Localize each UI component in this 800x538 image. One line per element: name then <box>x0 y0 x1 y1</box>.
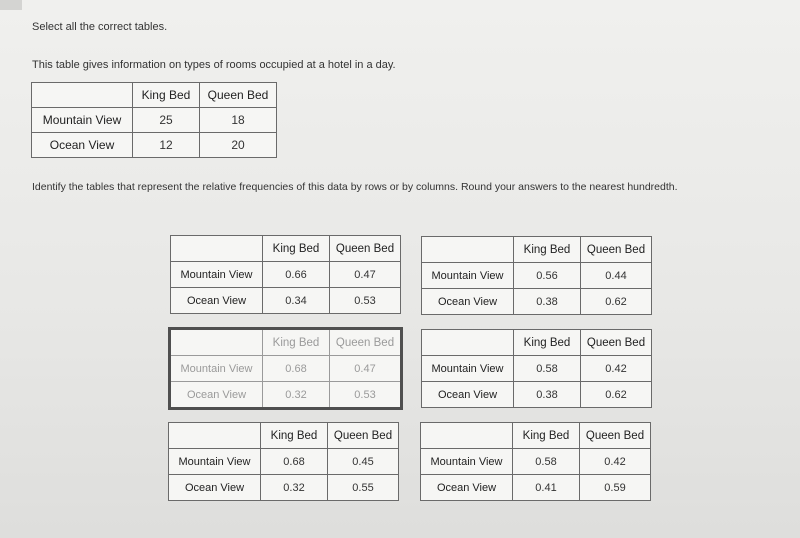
choice-cell: 0.62 <box>581 382 652 408</box>
answer-choice-table-3[interactable] <box>170 329 401 408</box>
choice-cell: 0.32 <box>261 475 328 501</box>
choice-row-label: Mountain View <box>422 263 514 289</box>
choice-cell: 0.55 <box>328 475 399 501</box>
choice-row <box>422 356 652 382</box>
choice-header-queen: Queen Bed <box>580 423 651 449</box>
choice-row <box>171 288 401 314</box>
choice-header-king: King Bed <box>263 236 330 262</box>
choice-cell: 0.32 <box>263 382 330 408</box>
data-table-row <box>32 108 277 133</box>
choice-row <box>422 289 652 315</box>
choice-corner-cell <box>421 423 513 449</box>
choice-cell: 0.42 <box>580 449 651 475</box>
choice-row <box>421 449 651 475</box>
choice-header-king: King Bed <box>261 423 328 449</box>
choice-row <box>421 475 651 501</box>
choice-row-label: Ocean View <box>421 475 513 501</box>
data-table-cell: 20 <box>200 133 277 158</box>
choice-cell: 0.53 <box>330 288 401 314</box>
choice-cell: 0.42 <box>581 356 652 382</box>
data-table-cell: 12 <box>133 133 200 158</box>
answer-choice-table-2[interactable] <box>421 236 652 315</box>
choice-header-queen: Queen Bed <box>328 423 399 449</box>
data-table-corner-cell <box>32 83 133 108</box>
choice-cell: 0.62 <box>581 289 652 315</box>
choice-corner-cell <box>169 423 261 449</box>
data-table-cell: 25 <box>133 108 200 133</box>
choice-row-label: Mountain View <box>171 262 263 288</box>
choice-cell: 0.38 <box>514 382 581 408</box>
choice-header-king: King Bed <box>514 330 581 356</box>
choice-cell: 0.66 <box>263 262 330 288</box>
choice-header-row <box>422 330 652 356</box>
choice-cell: 0.47 <box>330 262 401 288</box>
choice-row-label: Mountain View <box>421 449 513 475</box>
data-table-row-label: Mountain View <box>32 108 133 133</box>
choice-corner-cell <box>171 236 263 262</box>
choice-row <box>171 262 401 288</box>
data-table <box>31 82 277 158</box>
data-table-cell: 18 <box>200 108 277 133</box>
choice-header-row <box>421 423 651 449</box>
choice-cell: 0.53 <box>330 382 401 408</box>
answer-choice-table-6[interactable] <box>420 422 651 501</box>
choice-row-label: Ocean View <box>171 288 263 314</box>
choice-row <box>169 475 399 501</box>
instruction-text: Select all the correct tables. <box>32 21 168 33</box>
context-text: This table gives information on types of rooms occupied at a hotel in a day. <box>32 59 396 71</box>
choice-corner-cell <box>422 330 514 356</box>
choice-header-row <box>171 236 401 262</box>
choice-row <box>171 356 401 382</box>
choice-row <box>169 449 399 475</box>
choice-cell: 0.44 <box>581 263 652 289</box>
choice-header-king: King Bed <box>513 423 580 449</box>
choice-header-row <box>171 330 401 356</box>
choice-cell: 0.56 <box>514 263 581 289</box>
choice-cell: 0.68 <box>263 356 330 382</box>
choice-corner-cell <box>171 330 263 356</box>
choice-cell: 0.45 <box>328 449 399 475</box>
choice-cell: 0.41 <box>513 475 580 501</box>
choice-row-label: Ocean View <box>169 475 261 501</box>
choice-header-row <box>422 237 652 263</box>
choice-row <box>422 263 652 289</box>
choice-header-queen: Queen Bed <box>330 236 401 262</box>
choice-row <box>422 382 652 408</box>
choice-cell: 0.68 <box>261 449 328 475</box>
choice-cell: 0.38 <box>514 289 581 315</box>
choice-row-label: Ocean View <box>171 382 263 408</box>
choice-cell: 0.58 <box>514 356 581 382</box>
choice-cell: 0.59 <box>580 475 651 501</box>
choice-corner-cell <box>422 237 514 263</box>
choice-cell: 0.34 <box>263 288 330 314</box>
choice-header-king: King Bed <box>263 330 330 356</box>
data-table-header-queen: Queen Bed <box>200 83 277 108</box>
data-table-header-king: King Bed <box>133 83 200 108</box>
data-table-row <box>32 133 277 158</box>
choice-header-king: King Bed <box>514 237 581 263</box>
choice-cell: 0.47 <box>330 356 401 382</box>
choice-header-queen: Queen Bed <box>330 330 401 356</box>
choice-row-label: Ocean View <box>422 382 514 408</box>
answer-choice-table-4[interactable] <box>421 329 652 408</box>
choice-row-label: Mountain View <box>171 356 263 382</box>
prompt-text: Identify the tables that represent the relative frequencies of this data by rows or by columns. Round your answers to the nearest hundredth. <box>32 181 678 193</box>
choice-cell: 0.58 <box>513 449 580 475</box>
data-table-header-row <box>32 83 277 108</box>
choice-row-label: Ocean View <box>422 289 514 315</box>
choice-header-queen: Queen Bed <box>581 237 652 263</box>
choice-header-queen: Queen Bed <box>581 330 652 356</box>
answer-choice-table-1[interactable] <box>170 235 401 314</box>
data-table-row-label: Ocean View <box>32 133 133 158</box>
choice-row <box>171 382 401 408</box>
choice-row-label: Mountain View <box>422 356 514 382</box>
choice-row-label: Mountain View <box>169 449 261 475</box>
answer-choice-table-5[interactable] <box>168 422 399 501</box>
choice-header-row <box>169 423 399 449</box>
corner-mark <box>0 0 22 10</box>
